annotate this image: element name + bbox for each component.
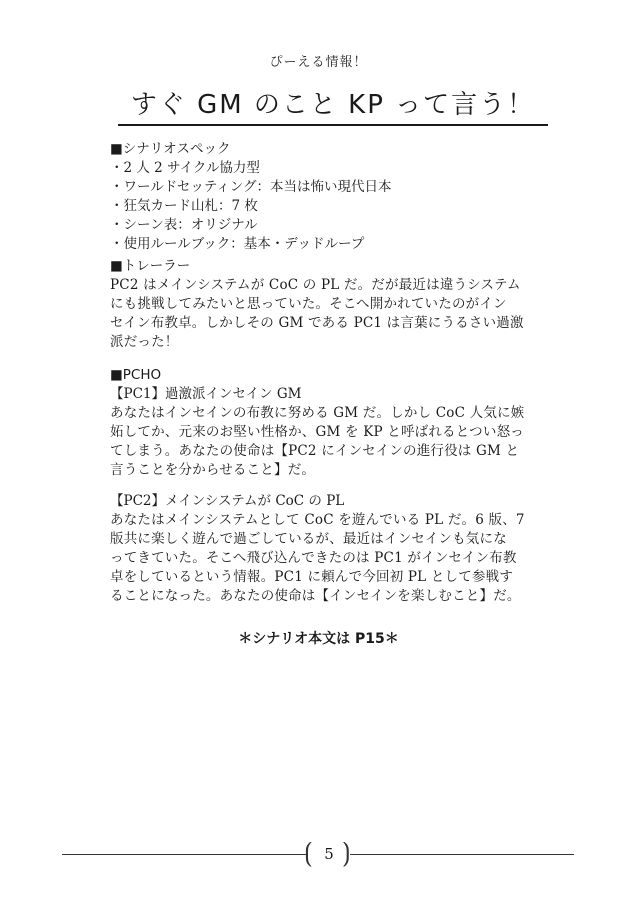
footer-rule-right (350, 854, 574, 855)
pc2-line: ることになった。あなたの使命は【インセインを楽しむこと】だ。 (110, 588, 521, 604)
trailer-line: PC2 はメインシステムが CoC の PL だ。だが最近は違うシステム (110, 277, 521, 293)
pc2-paragraph (110, 511, 550, 606)
trailer-line: セイン布教卓。しかしその GM である PC1 は言葉にうるさい過激 (110, 315, 524, 331)
pcho-section (110, 366, 550, 480)
page-number: 5 (324, 845, 334, 863)
right-brace-icon: ⟯ (342, 838, 351, 868)
spec-item: ・2 人 2 サイクル協力型 (110, 160, 260, 176)
trailer-heading: ■トレーラー (110, 258, 191, 274)
trailer-line: 派だった！ (110, 334, 179, 350)
pc1-line: てしまう。あなたの使命は【PC2 にインセインの進行役は GM と (110, 443, 520, 459)
pc2-line: ってきていた。そこへ飛び込んできたのは PC1 がインセイン布教 (110, 550, 517, 566)
pc1-line: 言うことを分からせること】だ。 (110, 462, 316, 478)
spec-item: ・シーン表：オリジナル (110, 217, 258, 233)
spec-item: ・ワールドセッティング：本当は怖い現代日本 (110, 179, 392, 195)
page-title: すぐ GM のこと KP って言う！ (118, 88, 548, 126)
author-line: ぴーえる情報！ (269, 55, 368, 70)
spec-heading: ■シナリオスペック (110, 141, 231, 157)
left-brace-icon: ⟮ (304, 838, 313, 868)
pc2-line: 卓をしているという情報。PC1 に頼んで今回初 PL として参戦す (110, 569, 514, 585)
scenario-reference: ＊シナリオ本文は P15＊ (238, 631, 399, 647)
pc2-label: 【PC2】メインシステムが CoC の PL (110, 493, 345, 509)
footer-rule-left (62, 854, 308, 855)
pc1-line: 妬してか、元来のお堅い性格か、GM を KP と呼ばれるとつい怒っ (110, 424, 524, 440)
pc2-line: 版共に楽しく遊んで過ごしているが、最近はインセインも気にな (110, 531, 507, 547)
pcho-heading: ■PCHO (110, 367, 162, 383)
pc2-line: あなたはメインシステムとして CoC を遊んでいる PL だ。6 版、7 (110, 512, 525, 528)
spec-item: ・狂気カード山札：7 枚 (110, 198, 258, 214)
pc2-section (110, 492, 550, 606)
pc1-label: 【PC1】過激派インセイン GM (110, 386, 302, 402)
scenario-spec-section (110, 140, 550, 254)
trailer-paragraph (110, 276, 550, 352)
pc1-line: あなたはインセインの布教に努める GM だ。しかし CoC 人気に嫉 (110, 405, 525, 421)
trailer-section (110, 257, 550, 352)
pc1-paragraph (110, 404, 550, 480)
spec-item: ・使用ルールブック：基本・デッドループ (110, 236, 365, 252)
trailer-line: にも挑戦してみたいと思っていた。そこへ開かれていたのがイン (110, 296, 507, 312)
